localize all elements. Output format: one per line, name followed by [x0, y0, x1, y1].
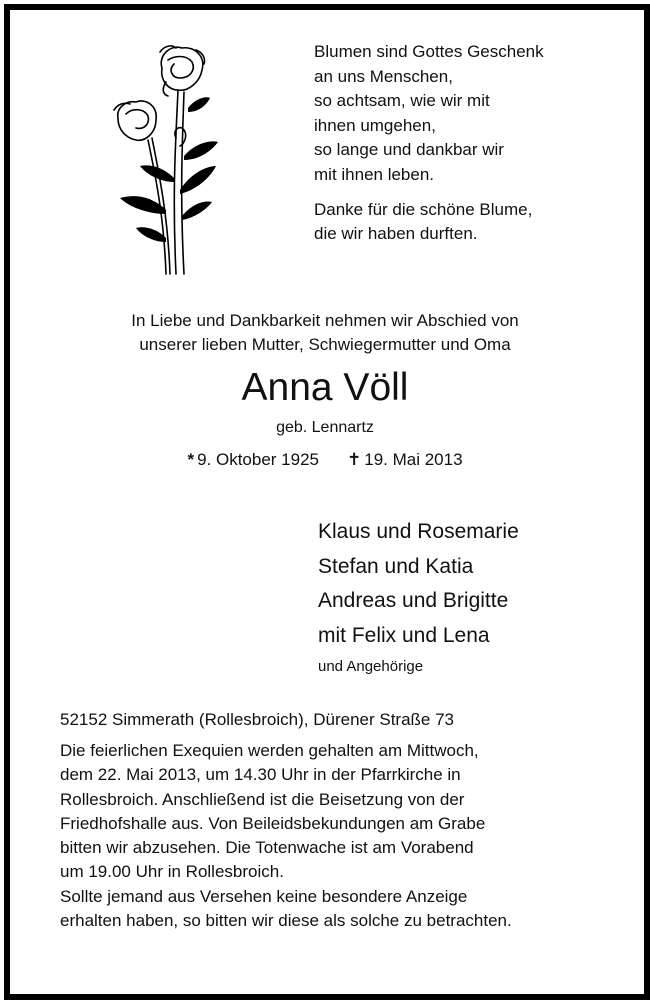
maiden-name: geb. Lennartz [276, 419, 374, 436]
poem-stanza-2 [314, 198, 614, 247]
service-line: dem 22. Mai 2013, um 14.30 Uhr in der Pfarrkirche in [60, 765, 461, 785]
service-line: Sollte jemand aus Versehen keine besondere Anzeige [60, 886, 468, 906]
family-member: Andreas und Brigitte [318, 589, 509, 612]
poem-line: die wir haben durften. [314, 224, 478, 244]
address: 52152 Simmerath (Rollesbroich), Dürener Straße 73 [60, 710, 455, 729]
cross-icon: ✝ [347, 450, 362, 469]
poem-line: an uns Menschen, [314, 66, 453, 86]
intro-line: In Liebe und Dankbarkeit nehmen wir Abschied von [131, 311, 519, 330]
family-member: Klaus und Rosemarie [318, 520, 519, 543]
poem-line: Danke für die schöne Blume, [314, 199, 533, 219]
service-line: bitten wir abzusehen. Die Totenwache ist am Vorabend [60, 838, 474, 858]
poem-line: so achtsam, wie wir mit [314, 91, 490, 111]
service-text [60, 739, 512, 933]
poem [314, 40, 614, 247]
birth-symbol: * [187, 450, 195, 469]
birth-date: 9. Oktober 1925 [197, 450, 319, 469]
poem-line: ihnen umgehen, [314, 115, 436, 135]
deceased-name: Anna Völl [241, 366, 409, 409]
poem-line: Blumen sind Gottes Geschenk [314, 42, 544, 61]
service-line: um 19.00 Uhr in Rollesbroich. [60, 862, 284, 882]
poem-line: so lange und dankbar wir [314, 140, 504, 160]
service-line: Die feierlichen Exequien werden gehalten am Mittwoch, [60, 741, 479, 760]
rose-icon [100, 38, 220, 278]
life-dates [0, 448, 650, 472]
poem-line: mit ihnen leben. [314, 164, 435, 184]
family-member: mit Felix und Lena [318, 623, 490, 647]
death-date: 19. Mai 2013 [364, 450, 463, 469]
relatives-label: und Angehörige [318, 658, 424, 675]
service-line: Friedhofshalle aus. Von Beileidsbekundungen am Grabe [60, 813, 486, 833]
intro-text [0, 309, 650, 357]
family-list [318, 515, 519, 679]
service-line: erhalten haben, so bitten wir diese als solche zu betrachten. [60, 911, 512, 931]
family-member: Stefan und Katia [318, 554, 474, 578]
intro-line: unserer lieben Mutter, Schwiegermutter und Oma [139, 335, 511, 354]
service-line: Rollesbroich. Anschließend ist die Beisetzung von der [60, 789, 465, 809]
